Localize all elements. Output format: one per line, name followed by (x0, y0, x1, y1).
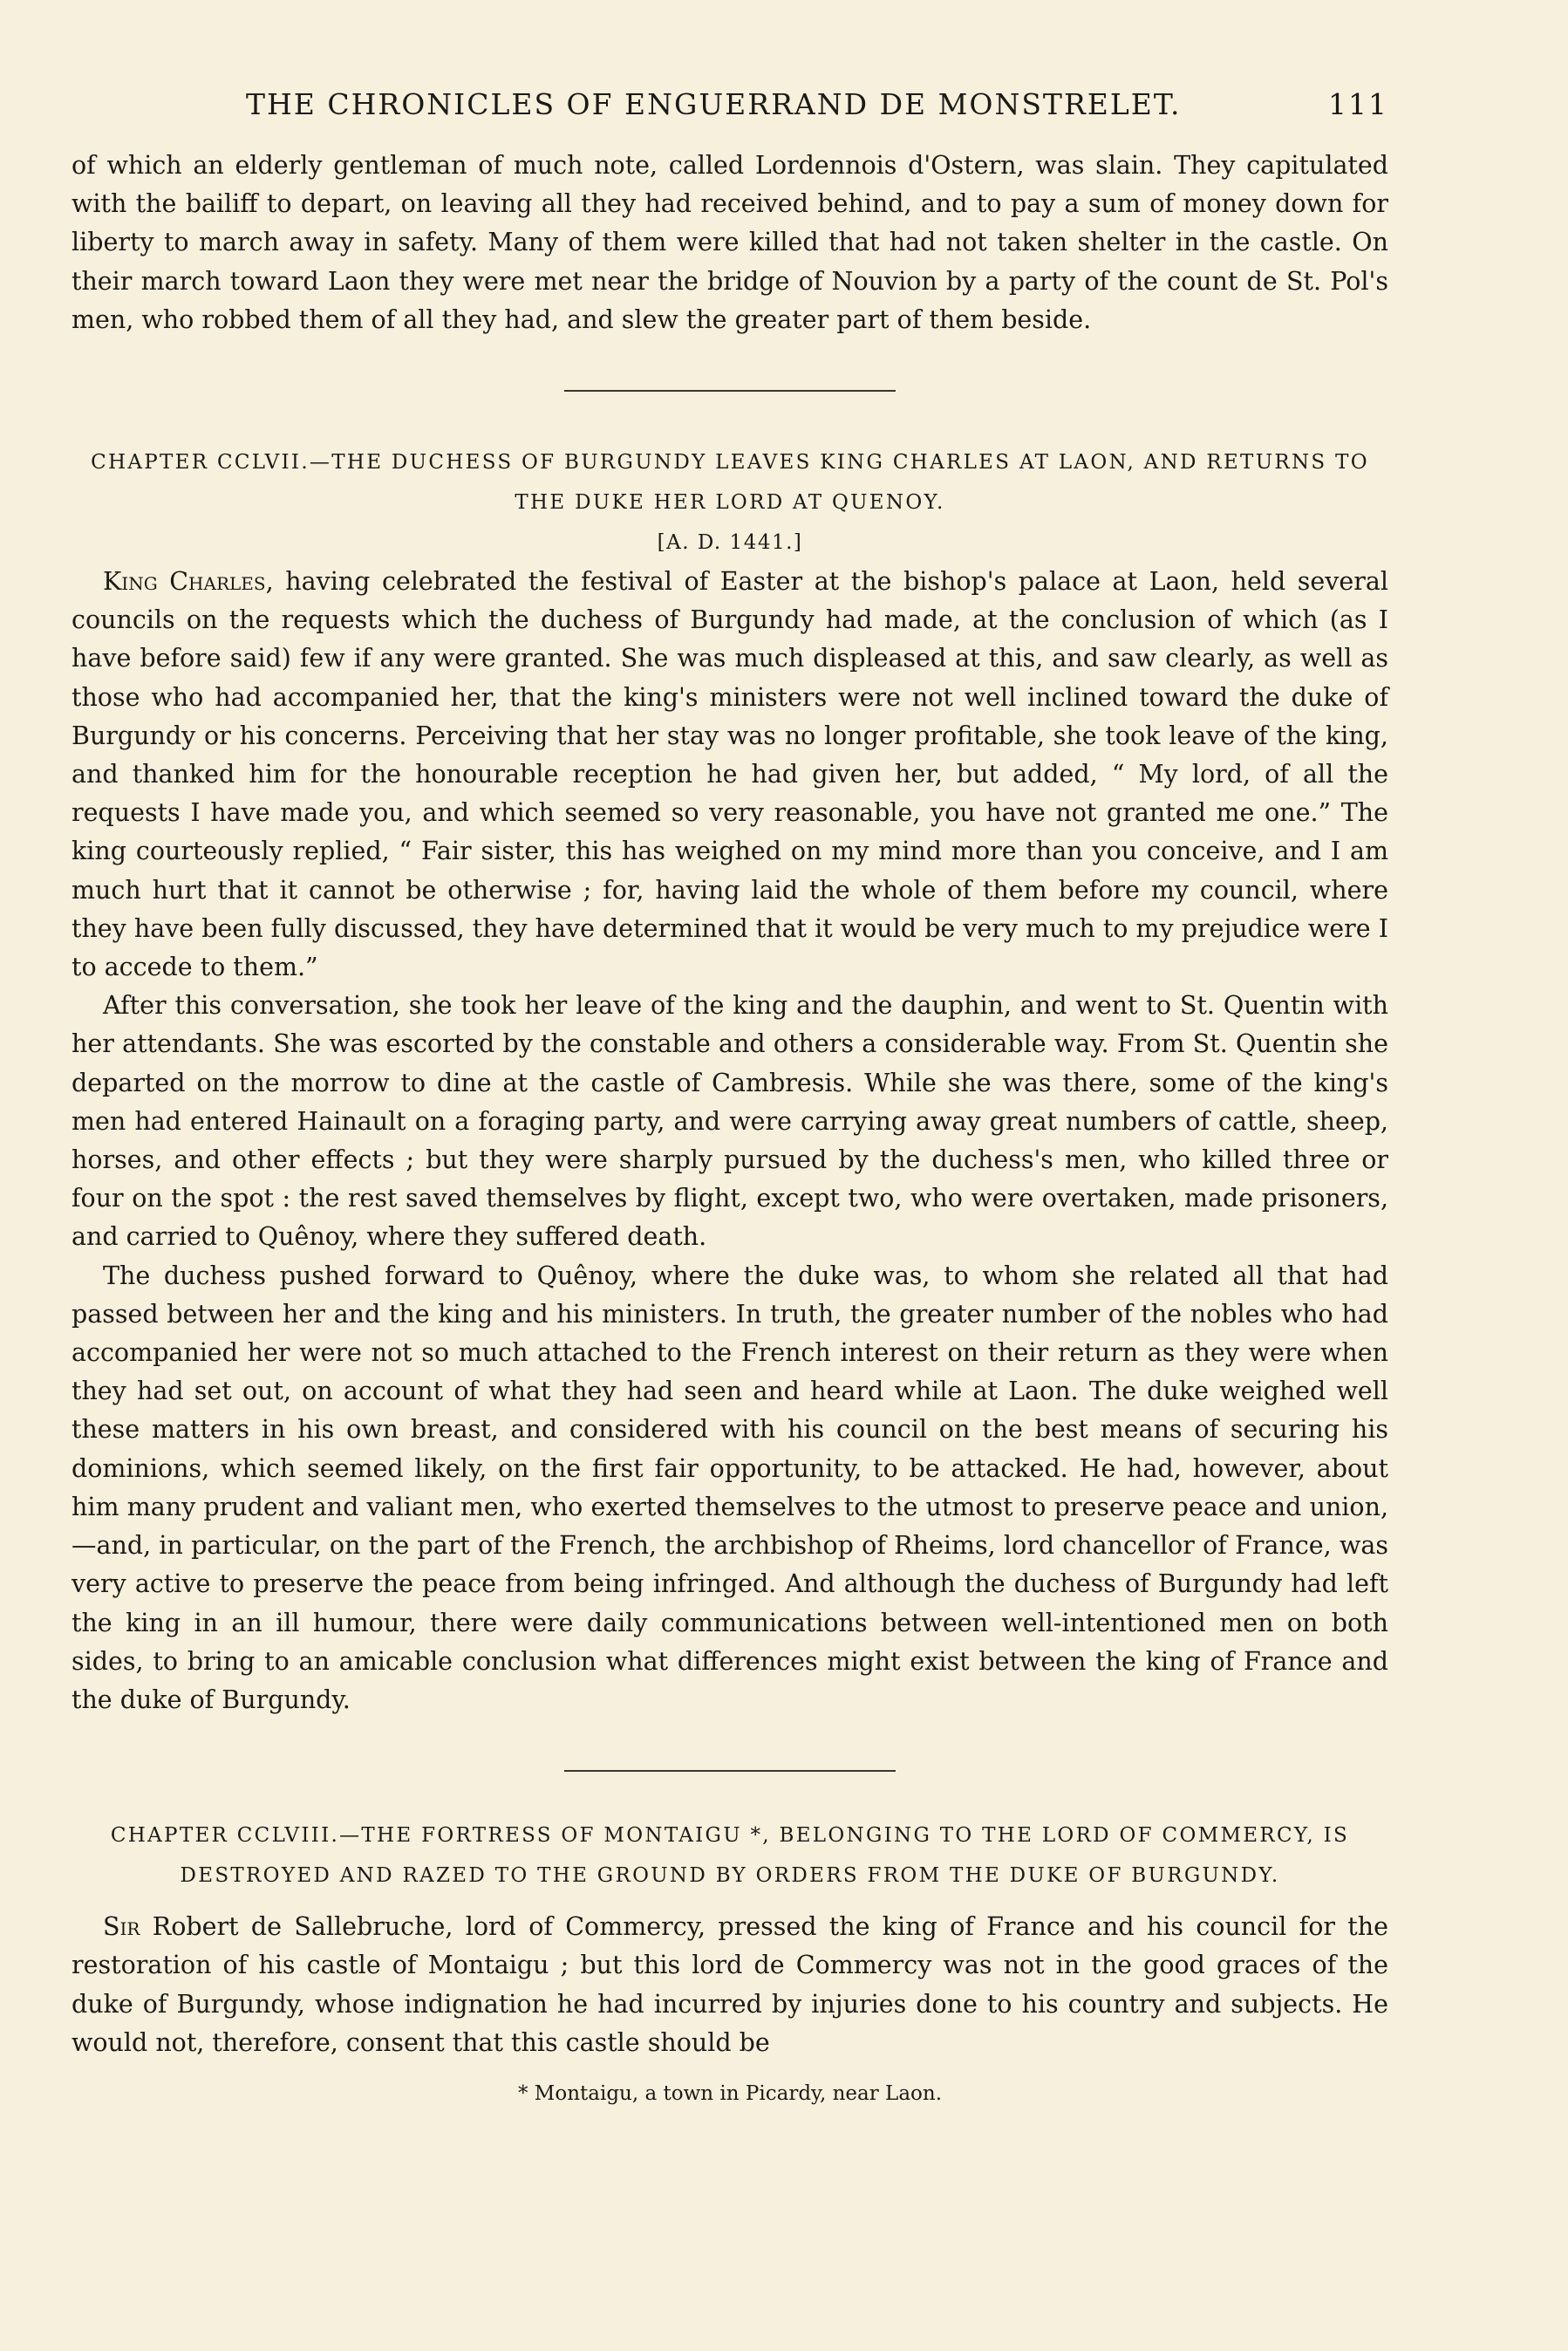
chapter-258-paragraph-1 (72, 1908, 1388, 2062)
paragraph-text: having celebrated the festival of Easter at the bishop's palace at Laon, held several councils on the requests which the duchess of Burgundy had made, at the conclusion of which (as I have before said) few if any were granted. She was much displeased at this, and saw clearly, as well as those who had accompanied her, that the king's ministers were not well inclined toward the duke of Burgundy or his concerns. Perceiving that her stay was no longer profitable, she took leave of the king, and thanked him for the honourable reception he had given her, but added, “ My lord, of all the requests I have made you, and which seemed so very reasonable, you have not granted me one.” The king courteously replied, “ Fair sister, this has weighed on my mind more than you conceive, and I am much hurt that it cannot be otherwise ; for, having laid the whole of them before my council, where they have been fully discussed, they have determined that it would be very much to my prejudice were I to accede to them.” (72, 567, 1389, 982)
chapter-heading-258: CHAPTER CCLVIII.—THE FORTRESS OF MONTAIGU *, BELONGING TO THE LORD OF COMMERCY, IS DESTROYED AND RAZED TO THE GROUND BY ORDERS FROM THE DUKE OF BURGUNDY. (110, 1824, 1350, 1888)
footnote: * Montaigu, a town in Picardy, near Laon. (518, 2081, 942, 2105)
opening-paragraph: of which an elderly gentleman of much note, called Lordennois d'Ostern, was slain. They capitulated with the bailiff to depart, on leaving all they had received behind, and to pay a sum of money down for liberty to march away in safety. Many of them were killed that had not taken shelter in the castle. On their march toward Laon they were met near the bridge of Nouvion by a party of the count de St. Pol's men, who robbed them of all they had, and slew the greater part of them beside. (72, 151, 1388, 334)
chapter-257-paragraph-1 (72, 563, 1388, 987)
chapter-257-paragraph-2: After this conversation, she took her leave of the king and the dauphin, and went to St. Quentin with her attendants. She was escorted by the constable and others a considerable way. From St. Quentin she departed on the morrow to dine at the castle of Cambresis. While she was there, some of the king's men had entered Hainault on a foraging party, and were carrying away great numbers of cattle, sheep, horses, and other effects ; but they were sharply pursued by the duchess's men, who killed three or four on the spot : the rest saved themselves by flight, except two, who were overtaken, made prisoners, and carried to Quênoy, where they suffered death. (72, 991, 1388, 1252)
running-head (72, 87, 1388, 131)
chapter-heading-257: CHAPTER CCLVII.—THE DUCHESS OF BURGUNDY LEAVES KING CHARLES AT LAON, AND RETURNS TO THE DUKE HER LORD AT QUENOY. (91, 451, 1369, 515)
paragraph-text: Robert de Sallebruche, lord of Commercy, pressed the king of France and his council for the restoration of his castle of Montaigu ; but this lord de Commercy was not in the good graces of the duke of Burgundy, whose indignation he had incurred by injuries done to his country and subjects. He would not, therefore, consent that this castle should be (72, 1912, 1388, 2057)
chapter-date: [A. D. 1441.] (657, 531, 803, 555)
page-number: 111 (1328, 87, 1388, 121)
page-body (72, 147, 1388, 2111)
running-title: THE CHRONICLES OF ENGUERRAND DE MONSTRELET. (246, 87, 1182, 121)
chapter-257-paragraph-3: The duchess pushed forward to Quênoy, where the duke was, to whom she related all that had passed between her and the king and his ministers. In truth, the greater number of the nobles who had accompanied her were not so much attached to the French interest on their return as they were when they had set out, on account of what they had seen and heard while at Laon. The duke weighed well these matters in his own breast, and considered with his council on the best means of securing his dominions, which seemed likely, on the first fair opportunity, to be attacked. He had, however, about him many prudent and valiant men, who exerted themselves to the utmost to preserve peace and union,—and, in particular, on the part of the French, the archbishop of Rheims, lord chancellor of France, was very active to preserve the peace from being infringed. And although the duchess of Burgundy had left the king in an ill humour, there were daily communications between well-intentioned men on both sides, to bring to an amicable conclusion what differences might exist between the king of France and the duke of Burgundy. (72, 1261, 1388, 1714)
lead-words: Sir (103, 1912, 140, 1942)
lead-words: King Charles, (103, 567, 274, 597)
